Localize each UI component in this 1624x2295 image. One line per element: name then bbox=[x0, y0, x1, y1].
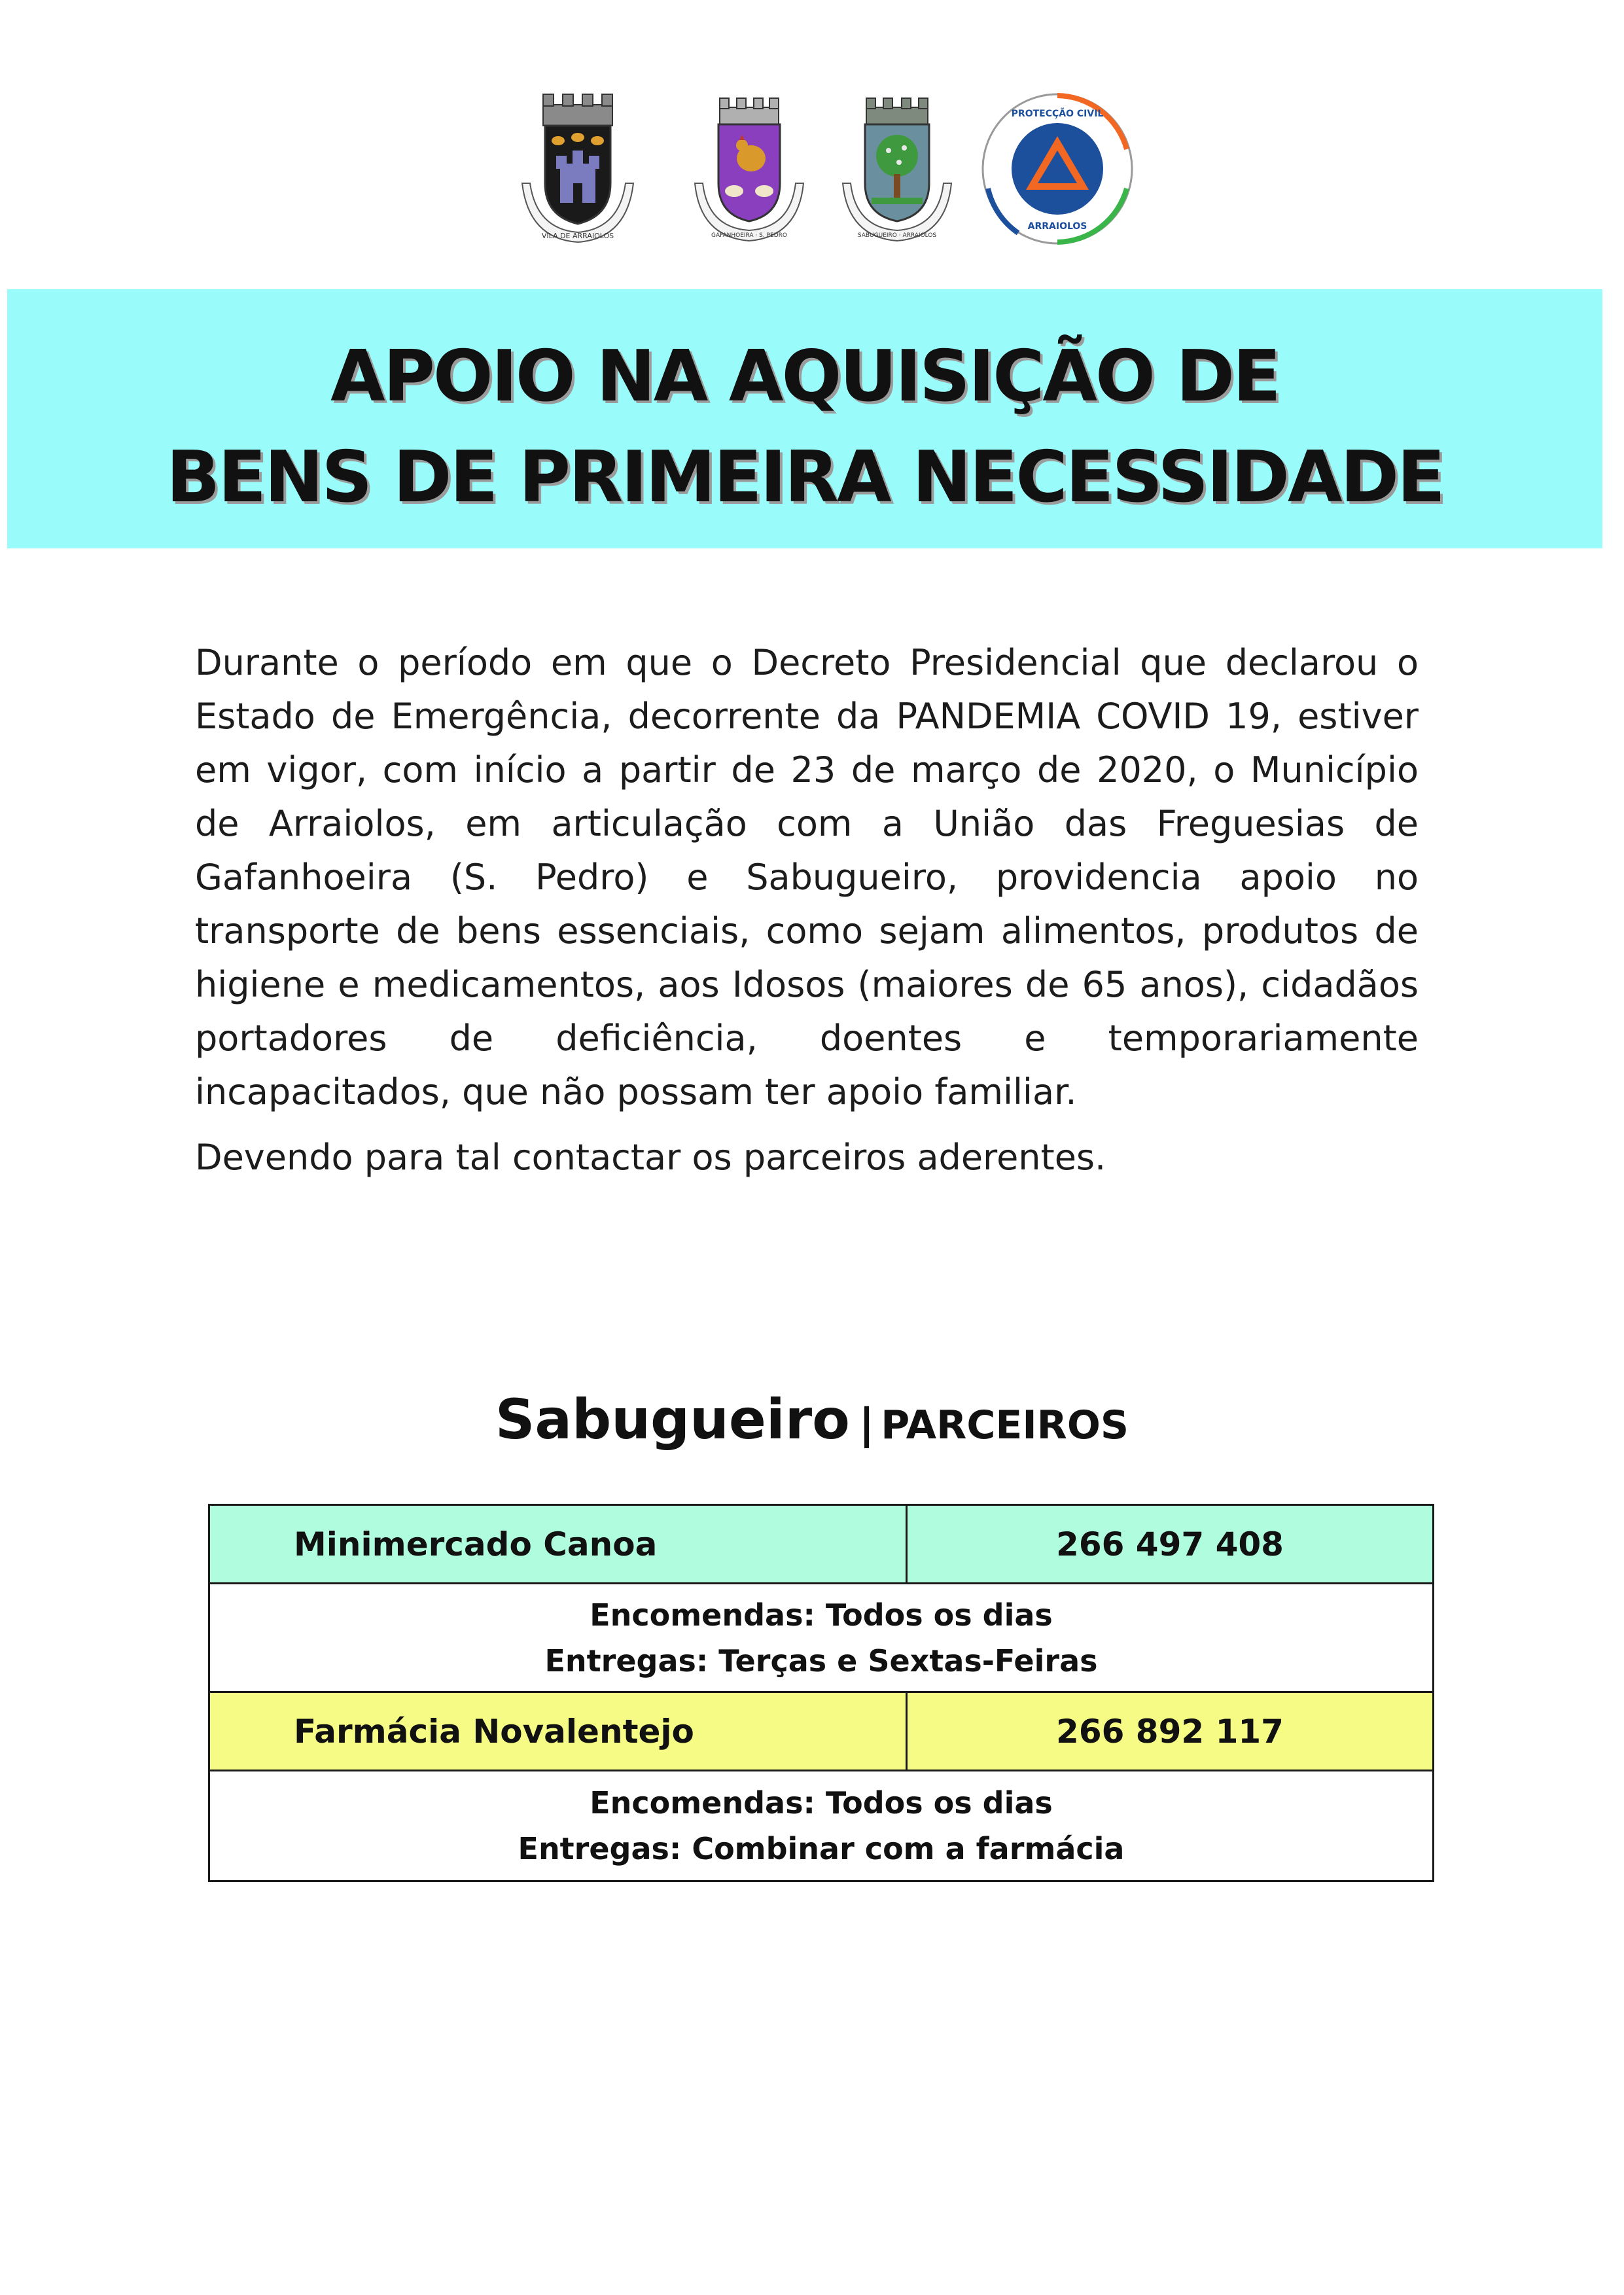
svg-text:SABUGUEIRO · ARRAIOLOS: SABUGUEIRO · ARRAIOLOS bbox=[857, 232, 937, 239]
notice-paragraph: Durante o período em que o Decreto Presidencial que declarou o Estado de Emergência, decorrente da PANDEMIA COVID 19, estiver em vigor, com início a partir de 23 de março de 2020, o Município de Arraiolos, em articulação com a União das Freguesias de Gafanhoeira (S. Pedro) e Sabugueiro, providencia apoio no transporte de bens essenciais, como sejam alimentos, produtos de higiene e medicamentos, aos Idosos (maiores de 65 anos), cidadãos portadores de deficiência, doentes e temporariamente incapacitados, que não possam ter apoio familiar. bbox=[195, 642, 1419, 1112]
partner-orders: Encomendas: Todos os dias bbox=[590, 1597, 1053, 1633]
partners-heading bbox=[0, 1387, 1624, 1451]
partner-name: Minimercado Canoa bbox=[210, 1506, 908, 1582]
partner-deliveries: Entregas: Terças e Sextas-Feiras bbox=[544, 1643, 1098, 1679]
arraiolos-coat-of-arms-icon bbox=[509, 85, 646, 249]
partner-phone: 266 497 408 bbox=[1056, 1525, 1284, 1563]
partners-heading-label: PARCEIROS bbox=[881, 1402, 1129, 1448]
gafanhoeira-coat-of-arms-icon bbox=[680, 85, 818, 249]
contact-instruction: Devendo para tal contactar os parceiros aderentes. bbox=[195, 1137, 1106, 1178]
partner-deliveries: Entregas: Combinar com a farmácia bbox=[518, 1831, 1125, 1866]
page-title-line-2: BENS DE PRIMEIRA NECESSIDADE bbox=[166, 436, 1443, 518]
proteccao-civil-emblem-icon bbox=[979, 90, 1136, 247]
partner-schedule bbox=[210, 1771, 1432, 1880]
logos-row bbox=[0, 85, 1624, 255]
svg-text:GAFANHOEIRA · S. PEDRO: GAFANHOEIRA · S. PEDRO bbox=[711, 232, 788, 239]
partner-phone: 266 892 117 bbox=[1056, 1712, 1284, 1751]
notice-body bbox=[195, 636, 1419, 1184]
partner-row bbox=[210, 1506, 1432, 1584]
svg-text:ARRAIOLOS: ARRAIOLOS bbox=[1027, 221, 1087, 232]
partners-table bbox=[208, 1504, 1434, 1882]
title-banner bbox=[7, 289, 1602, 548]
partner-schedule bbox=[210, 1584, 1432, 1693]
partners-heading-separator: | bbox=[858, 1400, 875, 1449]
partner-orders: Encomendas: Todos os dias bbox=[590, 1785, 1053, 1821]
svg-text:PROTECÇÃO CIVIL: PROTECÇÃO CIVIL bbox=[1011, 109, 1104, 119]
partners-heading-location: Sabugueiro bbox=[495, 1387, 850, 1451]
sabugueiro-coat-of-arms-icon bbox=[828, 85, 966, 249]
partner-row bbox=[210, 1693, 1432, 1771]
page-title-line-1: APOIO NA AQUISIÇÃO DE bbox=[330, 336, 1279, 418]
svg-text:VILA DE ARRAIOLOS: VILA DE ARRAIOLOS bbox=[541, 232, 614, 240]
partner-name: Farmácia Novalentejo bbox=[210, 1693, 908, 1770]
